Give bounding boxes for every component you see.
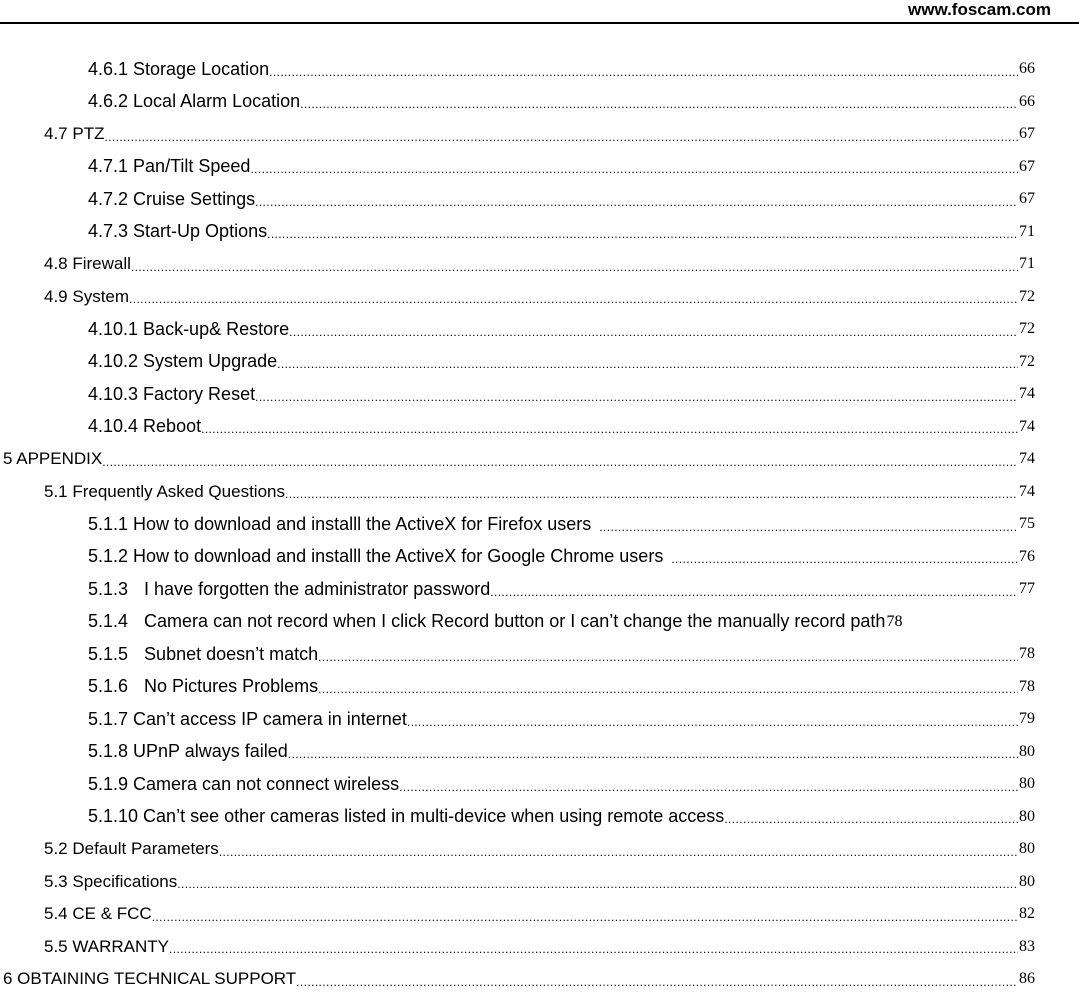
toc-page-number: 72 (1019, 287, 1035, 305)
dot-leader (201, 422, 1018, 443)
dot-leader (300, 97, 1018, 118)
toc-entry[interactable] (0, 801, 1079, 834)
dot-leader (104, 130, 1018, 151)
dot-leader (131, 260, 1018, 281)
toc-page-number: 66 (1019, 92, 1035, 110)
dot-leader (318, 682, 1018, 703)
toc-page-number: 80 (1019, 872, 1035, 890)
toc-entry-number: 5.1.5 (88, 643, 129, 664)
toc-page-number: 79 (1019, 710, 1035, 728)
toc-page-number: 72 (1019, 352, 1035, 370)
toc-page-number: 74 (1019, 385, 1035, 403)
toc-entry-number: 5.1.4 (88, 611, 129, 632)
dot-leader (255, 390, 1018, 411)
toc-entry[interactable] (0, 866, 1079, 899)
toc-page-number: 80 (1019, 807, 1035, 825)
site-url: www.foscam.com (908, 0, 1051, 19)
toc-entry-title: 4.10.2 System Upgrade (88, 351, 278, 372)
dot-leader (399, 780, 1018, 801)
toc-entry[interactable] (0, 151, 1079, 184)
toc-entry-title: 4.7.3 Start-Up Options (88, 221, 268, 242)
toc-entry-title: 5.1.8 UPnP always failed (88, 741, 288, 762)
toc-entry-text: No Pictures Problems (144, 676, 319, 697)
toc-entry-title (88, 611, 885, 632)
toc-page-number: 83 (1019, 937, 1035, 955)
toc-entry[interactable] (0, 508, 1079, 541)
toc-entry[interactable] (0, 931, 1079, 964)
dot-leader (255, 195, 1018, 216)
toc-entry-title: 5.5 WARRANTY (44, 936, 170, 956)
toc-page-number: 74 (1019, 417, 1035, 435)
toc-page-number: 74 (1019, 482, 1035, 500)
toc-entry[interactable] (0, 281, 1079, 314)
toc-page-number: 71 (1019, 222, 1035, 240)
toc-entry-title: 4.7 PTZ (44, 124, 105, 144)
toc-page-number: 75 (1019, 515, 1035, 533)
header-rule (0, 22, 1079, 24)
toc-page-number: 82 (1019, 905, 1035, 923)
toc-entry-title: 4.6.1 Storage Location (88, 58, 270, 79)
toc-entry-title (88, 644, 318, 665)
toc-entry-title: 5.1 Frequently Asked Questions (44, 481, 285, 501)
table-of-contents (0, 53, 1079, 996)
toc-entry[interactable] (0, 833, 1079, 866)
toc-entry[interactable] (0, 443, 1079, 476)
toc-page-number: 86 (1019, 970, 1035, 988)
toc-entry-title: 5.1.7 Can’t access IP camera in internet (88, 708, 407, 729)
dot-leader (407, 715, 1018, 736)
toc-page-number: 67 (1019, 157, 1035, 175)
page-header (0, 0, 1079, 24)
toc-page-number: 67 (1019, 125, 1035, 143)
toc-entry[interactable] (0, 86, 1079, 119)
toc-entry[interactable] (0, 53, 1079, 86)
toc-entry[interactable] (0, 411, 1079, 444)
toc-entry-title: 5.1.1 How to download and installl the ActiveX for Firefox users (88, 513, 592, 534)
toc-entry[interactable] (0, 378, 1079, 411)
toc-entry-title: 5.1.9 Camera can not connect wireless (88, 773, 400, 794)
toc-entry-number: 5.1.3 (88, 578, 129, 599)
toc-entry-text: Subnet doesn’t match (144, 643, 319, 664)
dot-leader (102, 455, 1018, 476)
toc-page-number: 80 (1019, 840, 1035, 858)
toc-entry[interactable] (0, 963, 1079, 996)
toc-entry-title: 4.7.1 Pan/Tilt Speed (88, 156, 251, 177)
toc-entry-title: 5.1.2 How to download and installl the ActiveX for Google Chrome users (88, 546, 664, 567)
dot-leader (250, 162, 1018, 183)
toc-page-number: 76 (1019, 547, 1035, 565)
dot-leader (267, 227, 1018, 248)
dot-leader (152, 910, 1018, 931)
toc-entry-title (88, 579, 490, 600)
toc-entry-title: 4.10.4 Reboot (88, 416, 202, 437)
toc-page-number: 66 (1019, 60, 1035, 78)
toc-entry-title: 5.4 CE & FCC (44, 904, 152, 924)
toc-entry-title: 5.1.10 Can’t see other cameras listed in multi-device when using remote access (88, 806, 725, 827)
dot-leader (296, 975, 1018, 996)
toc-entry[interactable] (0, 541, 1079, 574)
toc-entry-title: 5 APPENDIX (3, 449, 103, 469)
toc-entry[interactable] (0, 248, 1079, 281)
dot-leader (129, 292, 1018, 313)
toc-page-number: 72 (1019, 320, 1035, 338)
toc-entry[interactable] (0, 118, 1079, 151)
toc-entry-title: 4.10.1 Back-up& Restore (88, 318, 290, 339)
toc-entry[interactable] (0, 898, 1079, 931)
toc-entry-text: Camera can not record when I click Record button or I can’t change the manually record path (144, 611, 886, 632)
dot-leader (285, 487, 1018, 508)
toc-entry-title: 5.3 Specifications (44, 871, 178, 891)
toc-page-number: 67 (1019, 190, 1035, 208)
dot-leader (177, 877, 1018, 898)
toc-entry-title: 6 OBTAINING TECHNICAL SUPPORT (3, 969, 297, 989)
toc-entry[interactable] (0, 638, 1079, 671)
dot-leader (490, 585, 1018, 606)
toc-entry[interactable] (0, 346, 1079, 379)
toc-entry[interactable] (0, 216, 1079, 249)
dot-leader (724, 812, 1018, 833)
toc-page-number: 71 (1019, 255, 1035, 273)
dot-leader (277, 357, 1018, 378)
toc-entry-title: 4.10.3 Factory Reset (88, 383, 256, 404)
toc-page-number: 78 (1019, 645, 1035, 663)
toc-entry[interactable] (0, 703, 1079, 736)
toc-entry[interactable] (0, 736, 1079, 769)
dot-leader (219, 845, 1018, 866)
toc-entry[interactable] (0, 183, 1079, 216)
toc-page-number: 80 (1019, 775, 1035, 793)
toc-page-number: 80 (1019, 742, 1035, 760)
dot-leader (269, 65, 1018, 86)
toc-entry-title (88, 676, 318, 697)
toc-page-number: 77 (1019, 580, 1035, 598)
dot-leader (288, 747, 1018, 768)
dot-leader (318, 650, 1018, 671)
toc-entry-title: 5.2 Default Parameters (44, 839, 219, 859)
toc-entry-number: 5.1.6 (88, 676, 129, 697)
dot-leader (169, 942, 1018, 963)
toc-entry-title: 4.6.2 Local Alarm Location (88, 91, 301, 112)
toc-entry[interactable] (0, 313, 1079, 346)
toc-page-number: 78 (886, 612, 903, 630)
toc-entry[interactable] (0, 671, 1079, 704)
dot-leader (289, 325, 1018, 346)
toc-entry[interactable] (0, 768, 1079, 801)
toc-entry[interactable] (0, 606, 1079, 639)
toc-page-number: 74 (1019, 450, 1035, 468)
toc-page-number: 78 (1019, 677, 1035, 695)
toc-entry-title: 4.8 Firewall (44, 254, 131, 274)
toc-entry-text: I have forgotten the administrator password (144, 578, 491, 599)
toc-entry[interactable] (0, 573, 1079, 606)
dot-leader (671, 552, 1018, 573)
toc-entry-title: 4.9 System (44, 286, 130, 306)
dot-leader (599, 520, 1018, 541)
toc-entry-title: 4.7.2 Cruise Settings (88, 188, 256, 209)
toc-entry[interactable] (0, 476, 1079, 509)
